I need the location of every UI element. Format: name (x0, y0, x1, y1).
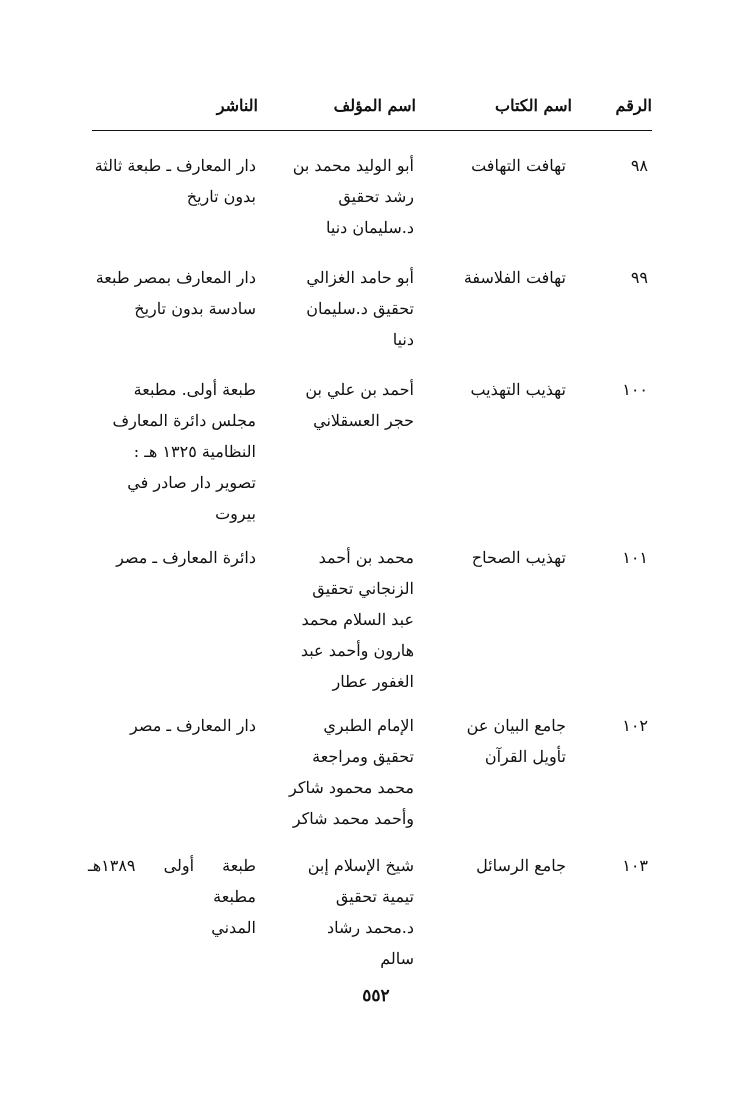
row-publisher-line: النظامية ١٣٢٥ هـ : (133, 442, 256, 461)
row-publisher-line: المدني (211, 918, 256, 937)
row-title-line: تهذيب الصحاح (471, 548, 566, 567)
row-author-line: د.محمد رشاد (327, 918, 414, 937)
row-number: ١٠٢ (622, 716, 648, 735)
row-publisher-line: سادسة بدون تاريخ (134, 299, 256, 318)
row-publisher-line: مجلس دائرة المعارف (112, 411, 256, 430)
row-author (262, 850, 414, 974)
row-author-line: سالم (380, 949, 414, 968)
row-title (436, 850, 566, 881)
row-author (262, 542, 414, 697)
row-author-line: عبد السلام محمد (301, 610, 414, 629)
row-title (436, 150, 566, 181)
row-author-line: هارون وأحمد عبد (300, 641, 414, 660)
row-publisher (88, 850, 256, 943)
row-author-line: رشد تحقيق (338, 187, 414, 206)
row-author (262, 710, 414, 834)
row-publisher (88, 374, 256, 529)
row-author (262, 262, 414, 355)
row-publisher-line: بيروت (215, 504, 256, 523)
row-author (262, 150, 414, 243)
row-author-line: حجر العسقلاني (313, 411, 414, 430)
row-number: ١٠٠ (622, 380, 648, 399)
row-title (436, 710, 566, 772)
row-author-line: وأحمد محمد شاكر (292, 809, 414, 828)
row-title-line: تهافت الفلاسفة (463, 268, 566, 287)
header-publisher: الناشر (216, 96, 258, 115)
row-author (262, 374, 414, 436)
row-publisher (88, 542, 256, 573)
row-title-line: تهذيب التهذيب (470, 380, 566, 399)
row-title-line: تهافت التهافت (471, 156, 566, 175)
row-author-line: تحقيق د.سليمان (306, 299, 414, 318)
row-number: ٩٨ (630, 156, 648, 175)
row-publisher-line: تصوير دار صادر في (127, 473, 256, 492)
row-title-line: تأويل القرآن (484, 747, 566, 766)
header-number: الرقم (615, 96, 652, 115)
row-author-line: أبو الوليد محمد بن (292, 156, 414, 175)
row-author-line: دنيا (392, 330, 414, 349)
row-author-line: شيخ الإسلام إبن (307, 856, 414, 875)
row-author-line: محمد بن أحمد (318, 548, 414, 567)
row-publisher-line: دار المعارف ـ مصر (130, 716, 256, 735)
row-author-line: تحقيق ومراجعة (312, 747, 414, 766)
row-title (436, 374, 566, 405)
row-publisher (88, 710, 256, 741)
row-publisher (88, 150, 256, 212)
header-rule (92, 130, 652, 131)
page-number: ٥٥٢ (362, 986, 390, 1006)
row-publisher-line: بدون تاريخ (186, 187, 256, 206)
row-publisher-line: دار المعارف بمصر طبعة (95, 268, 256, 287)
row-author-line: الإمام الطبري (323, 716, 414, 735)
row-publisher-line: دائرة المعارف ـ مصر (116, 548, 256, 567)
row-author-line: أحمد بن علي بن (305, 380, 414, 399)
row-number: ١٠٣ (622, 856, 648, 875)
row-author-line: تيمية تحقيق (335, 887, 414, 906)
row-title-line: جامع الرسائل (476, 856, 566, 875)
row-title-line: جامع البيان عن (466, 716, 566, 735)
row-title (436, 262, 566, 293)
row-title (436, 542, 566, 573)
row-publisher-line: طبعة أولى. مطبعة (133, 380, 256, 399)
header-author: اسم المؤلف (333, 96, 416, 115)
row-author-line: أبو حامد الغزالي (306, 268, 414, 287)
row-publisher-line: دار المعارف ـ طبعة ثالثة (94, 156, 256, 175)
row-author-line: الزنجاني تحقيق (312, 579, 414, 598)
row-publisher (88, 262, 256, 324)
row-author-line: د.سليمان دنيا (326, 218, 414, 237)
row-author-line: محمد محمود شاكر (289, 778, 414, 797)
row-publisher-line: طبعة أولى ١٣٨٩هـ مطبعة (88, 856, 256, 906)
row-author-line: الغفور عطار (332, 672, 414, 691)
header-title: اسم الكتاب (495, 96, 572, 115)
row-number: ٩٩ (630, 268, 648, 287)
row-number: ١٠١ (622, 548, 648, 567)
